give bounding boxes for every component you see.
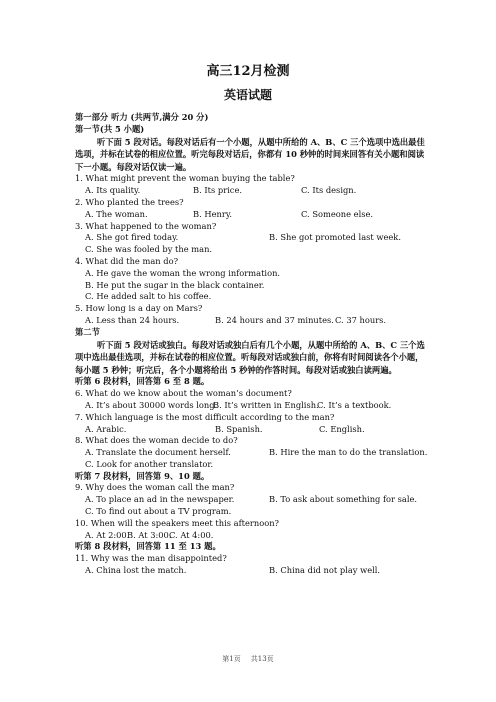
option-c: C. At 4:00.	[169, 529, 214, 540]
part-heading: 第一部分 听力 (共两节,满分 20 分)	[75, 112, 209, 122]
material-6-heading: 听第 6 段材料，回答第 6 至 8 题。	[75, 376, 210, 387]
question-1-options	[75, 185, 427, 197]
question-9: 9. Why does the woman call the man?	[75, 482, 235, 493]
option-b: B. China did not play well.	[269, 565, 381, 576]
option-a: A. To place an ad in the newspaper.	[85, 494, 235, 505]
option-b: B. It’s written in English.	[213, 399, 319, 410]
option-b: B. 24 hours and 37 minutes.	[215, 314, 334, 325]
question-5: 5. How long is a day on Mars?	[75, 303, 203, 314]
option-c: C. English.	[319, 423, 365, 434]
section2-heading: 第二节	[75, 326, 100, 337]
option-b: B. Spanish.	[215, 423, 263, 434]
question-2: 2. Who planted the trees?	[75, 196, 184, 207]
question-4: 4. What did the man do?	[75, 255, 179, 266]
question-4-option-c: C. He added salt to his coffee.	[85, 291, 212, 302]
option-a: A. It’s about 30000 words long.	[85, 399, 218, 410]
question-4-option-b: B. He put the sugar in the black container.	[85, 279, 265, 290]
option-b: B. Its price.	[193, 185, 243, 196]
question-3-option-c: C. She was fooled by the man.	[85, 244, 213, 255]
question-11: 11. Why was the man disappointed?	[75, 553, 227, 564]
option-a: A. The woman.	[85, 208, 148, 219]
material-7-heading: 听第 7 段材料，回答第 9、10 题。	[75, 470, 210, 481]
question-5-options	[75, 315, 427, 327]
option-b: B. At 3:00.	[127, 529, 172, 540]
question-3-options-ab	[75, 232, 427, 244]
page-footer	[0, 654, 496, 666]
question-7: 7. Which language is the most difficult according to the man?	[75, 411, 335, 422]
option-a: A. Its quality.	[85, 185, 141, 196]
exam-content	[75, 112, 427, 577]
page-total: 共13页	[250, 655, 274, 663]
question-6: 6. What do we know about the woman’s document?	[75, 388, 292, 399]
option-c: C. 37 hours.	[335, 314, 387, 325]
page-title: 高三12月检测	[206, 64, 290, 79]
question-4-option-a: A. He gave the woman the wrong information.	[85, 267, 281, 278]
question-2-options	[75, 209, 427, 221]
section2-instructions: 听下面 5 段对话或独白。每段对话或独白后有几个小题，从题中所给的 A、B、C 三个选项中选出最佳选项，并标在试卷的相应位置。听每段对话或独白前，你将有时间阅读各个小题，每小题 5 秒钟；听完后，各个小题将给出 5 秒钟的作答时间。每段对话或独白读两遍。	[75, 339, 425, 375]
option-a: A. At 2:00.	[85, 529, 130, 540]
option-a: A. China lost the match.	[85, 565, 187, 576]
question-6-options	[75, 400, 427, 412]
option-b: B. To ask about something for sale.	[269, 494, 418, 505]
question-9-options-ab	[75, 494, 427, 506]
option-b: B. Henry.	[193, 208, 233, 219]
option-b: B. Hire the man to do the translation.	[269, 447, 428, 458]
option-b: B. She got promoted last week.	[269, 232, 401, 243]
option-c: C. Someone else.	[301, 208, 374, 219]
question-10-options	[75, 530, 427, 542]
question-8-option-c: C. Look for another translator.	[85, 458, 214, 469]
option-a: A. She got fired today.	[85, 232, 179, 243]
page-subtitle: 英语试题	[223, 88, 272, 102]
option-c: C. It’s a textbook.	[317, 399, 392, 410]
option-a: A. Less than 24 hours.	[85, 314, 180, 325]
section1-heading: 第一节(共 5 小题)	[75, 123, 145, 134]
option-c: C. Its design.	[301, 185, 357, 196]
page-number: 第1页	[222, 655, 241, 663]
option-a: A. Translate the document herself.	[85, 447, 231, 458]
question-7-options	[75, 424, 427, 436]
option-a: A. Arabic.	[85, 423, 127, 434]
section1-instructions: 听下面 5 段对话。每段对话后有一个小题，从题中所给的 A、B、C 三个选项中选出最佳选项，并标在试卷的相应位置。听完每段对话后，你都有 10 秒钟的时间来回答有关小题和阅读下一小题。每段对话仅读一遍。	[75, 136, 425, 172]
question-1: 1. What might prevent the woman buying the table?	[75, 173, 295, 184]
question-11-options	[75, 565, 427, 577]
question-9-option-c: C. To find out about a TV program.	[85, 506, 232, 517]
question-8: 8. What does the woman decide to do?	[75, 435, 238, 446]
material-8-heading: 听第 8 段材料，回答第 11 至 13 题。	[75, 541, 221, 552]
question-3: 3. What happened to the woman?	[75, 220, 217, 231]
question-8-options-ab	[75, 447, 427, 459]
question-10: 10. When will the speakers meet this afternoon?	[75, 517, 279, 528]
